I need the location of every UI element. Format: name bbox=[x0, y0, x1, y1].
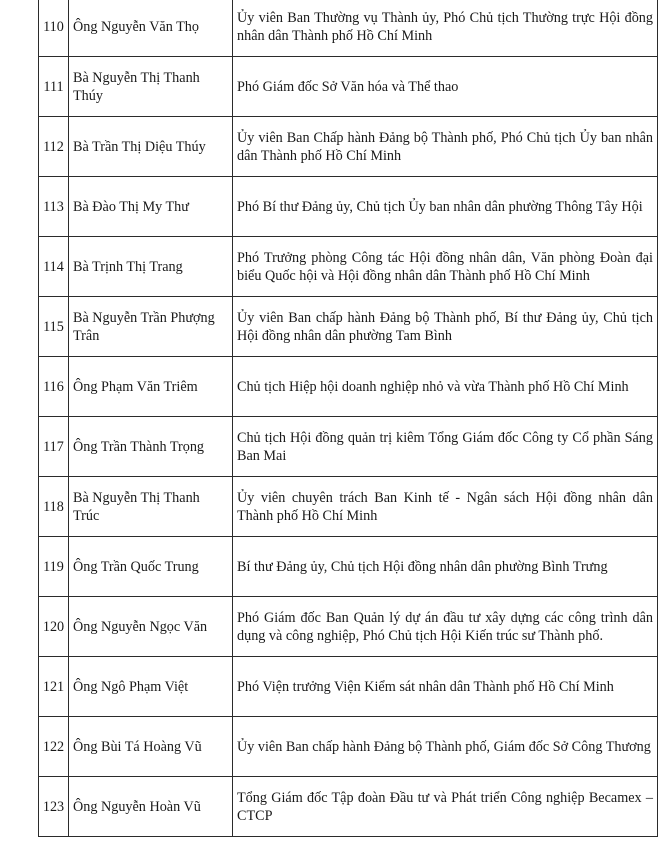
row-number: 118 bbox=[39, 477, 69, 537]
table-row bbox=[39, 717, 658, 777]
row-number: 117 bbox=[39, 417, 69, 477]
delegate-name: Bà Nguyễn Thị Thanh Trúc bbox=[69, 477, 233, 537]
table-row bbox=[39, 477, 658, 537]
row-number: 110 bbox=[39, 0, 69, 57]
table-row bbox=[39, 117, 658, 177]
delegate-position: Phó Giám đốc Ban Quản lý dự án đầu tư xây dựng các công trình dân dụng và công nghiệp, Phó Chủ tịch Hội Kiến trúc sư Thành phố. bbox=[233, 597, 658, 657]
table-row bbox=[39, 537, 658, 597]
delegate-name: Ông Bùi Tá Hoàng Vũ bbox=[69, 717, 233, 777]
table-row bbox=[39, 177, 658, 237]
delegate-position: Chủ tịch Hội đồng quản trị kiêm Tổng Giám đốc Công ty Cổ phần Sáng Ban Mai bbox=[233, 417, 658, 477]
delegate-position: Tổng Giám đốc Tập đoàn Đầu tư và Phát triển Công nghiệp Becamex – CTCP bbox=[233, 777, 658, 837]
row-number: 122 bbox=[39, 717, 69, 777]
table-row bbox=[39, 777, 658, 837]
table-row bbox=[39, 357, 658, 417]
delegate-position: Ủy viên Ban chấp hành Đảng bộ Thành phố, Bí thư Đảng ủy, Chủ tịch Hội đồng nhân dân phường Tam Bình bbox=[233, 297, 658, 357]
table-row bbox=[39, 417, 658, 477]
delegate-name: Ông Nguyễn Ngọc Văn bbox=[69, 597, 233, 657]
delegate-position: Ủy viên Ban Chấp hành Đảng bộ Thành phố, Phó Chủ tịch Ủy ban nhân dân Thành phố Hồ Chí Minh bbox=[233, 117, 658, 177]
delegate-position: Ủy viên chuyên trách Ban Kinh tế - Ngân sách Hội đồng nhân dân Thành phố Hồ Chí Minh bbox=[233, 477, 658, 537]
delegate-name: Ông Trần Thành Trọng bbox=[69, 417, 233, 477]
delegate-position: Bí thư Đảng ủy, Chủ tịch Hội đồng nhân dân phường Bình Trưng bbox=[233, 537, 658, 597]
delegate-position: Ủy viên Ban chấp hành Đảng bộ Thành phố, Giám đốc Sở Công Thương bbox=[233, 717, 658, 777]
row-number: 121 bbox=[39, 657, 69, 717]
delegate-position: Ủy viên Ban Thường vụ Thành ủy, Phó Chủ tịch Thường trực Hội đồng nhân dân Thành phố Hồ Chí Minh bbox=[233, 0, 658, 57]
row-number: 120 bbox=[39, 597, 69, 657]
delegate-name: Ông Phạm Văn Triêm bbox=[69, 357, 233, 417]
delegate-name: Bà Nguyễn Trần Phượng Trân bbox=[69, 297, 233, 357]
delegate-position: Phó Trưởng phòng Công tác Hội đồng nhân dân, Văn phòng Đoàn đại biểu Quốc hội và Hội đồng nhân dân Thành phố Hồ Chí Minh bbox=[233, 237, 658, 297]
delegate-name: Ông Nguyễn Văn Thọ bbox=[69, 0, 233, 57]
delegate-position: Phó Bí thư Đảng ủy, Chủ tịch Ủy ban nhân dân phường Thông Tây Hội bbox=[233, 177, 658, 237]
table-row bbox=[39, 297, 658, 357]
row-number: 114 bbox=[39, 237, 69, 297]
delegate-name: Ông Ngô Phạm Việt bbox=[69, 657, 233, 717]
delegate-name: Bà Đào Thị My Thư bbox=[69, 177, 233, 237]
row-number: 119 bbox=[39, 537, 69, 597]
table-row bbox=[39, 237, 658, 297]
table-row bbox=[39, 657, 658, 717]
delegate-name: Bà Trần Thị Diệu Thúy bbox=[69, 117, 233, 177]
delegate-table bbox=[38, 0, 658, 837]
table-row bbox=[39, 597, 658, 657]
delegate-name: Ông Trần Quốc Trung bbox=[69, 537, 233, 597]
row-number: 123 bbox=[39, 777, 69, 837]
row-number: 115 bbox=[39, 297, 69, 357]
row-number: 111 bbox=[39, 57, 69, 117]
row-number: 116 bbox=[39, 357, 69, 417]
delegate-name: Ông Nguyễn Hoàn Vũ bbox=[69, 777, 233, 837]
delegate-position: Chủ tịch Hiệp hội doanh nghiệp nhỏ và vừa Thành phố Hồ Chí Minh bbox=[233, 357, 658, 417]
row-number: 112 bbox=[39, 117, 69, 177]
row-number: 113 bbox=[39, 177, 69, 237]
table-row bbox=[39, 57, 658, 117]
delegate-position: Phó Viện trưởng Viện Kiểm sát nhân dân Thành phố Hồ Chí Minh bbox=[233, 657, 658, 717]
delegate-name: Bà Trịnh Thị Trang bbox=[69, 237, 233, 297]
delegate-position: Phó Giám đốc Sở Văn hóa và Thể thao bbox=[233, 57, 658, 117]
table-row bbox=[39, 0, 658, 57]
delegate-name: Bà Nguyễn Thị Thanh Thúy bbox=[69, 57, 233, 117]
